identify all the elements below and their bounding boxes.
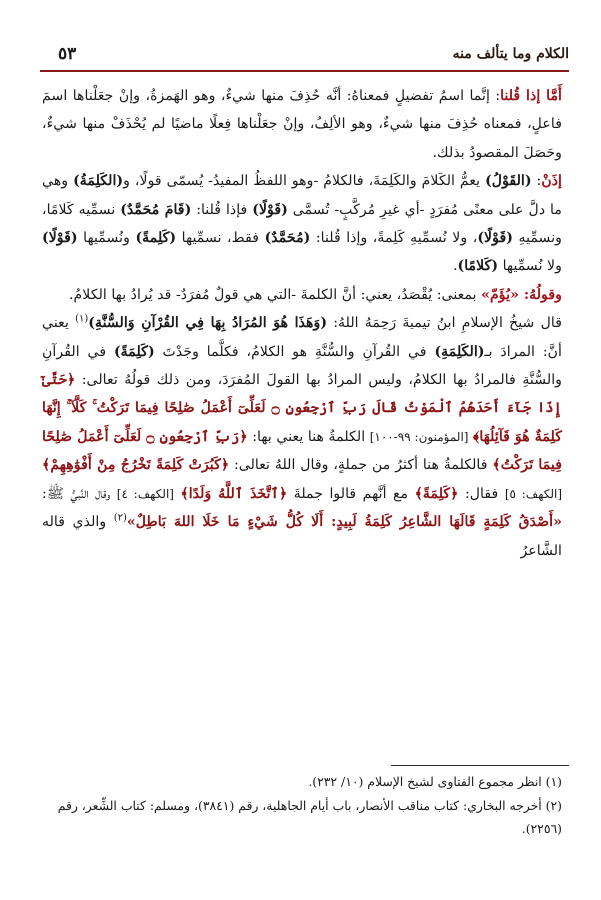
footnote-1: (١) انظر مجموع الفتاوى لشيخ الإسلام (١٠/ ٢٣٢). bbox=[308, 774, 562, 789]
main-text bbox=[42, 82, 562, 565]
text-run: ونُسمِّيها bbox=[77, 230, 136, 247]
term: (كَلامًا) bbox=[457, 258, 499, 275]
footnote-ref: (١) bbox=[75, 313, 89, 325]
running-title: الكلام وما يتألف منه bbox=[452, 46, 569, 62]
text-run: وقال النَّبيُّ ﷺ: bbox=[42, 485, 117, 502]
text-run: : bbox=[531, 173, 542, 190]
lead-phrase: إذَنْ bbox=[541, 173, 562, 190]
text-run: في القُرآنِ والسُّنَّةِ فالمرادُ بها الكلامُ، وليس المرادُ بها القولَ المُفرَدَ، ومن ذلك قولُهُ تعالى: bbox=[42, 343, 562, 389]
header-rule bbox=[40, 70, 569, 72]
term: (مُحَمَّدٌ) bbox=[264, 230, 311, 247]
verse-citation: [الكهف: ٤] bbox=[116, 486, 174, 501]
paragraph-3 bbox=[42, 281, 562, 309]
lead-phrase: وقولُهُ: «يُؤَمّ» bbox=[481, 286, 562, 303]
text-run: فإذا قُلنا: bbox=[191, 201, 253, 218]
text-run: : إنَّما اسمُ تفضيلٍ فمعناهُ: أنَّه حُذِفَ منها شيءٌ، وهو الهَمزةُ، وإنْ جعَلْناها اسمَ فاعلٍ، فمعناه حُذِفَ منها شيءٌ، وهو الألِفُ، وإنْ جعَلْناها فِعلًا ماضيًا لم يُحْذَفْ منها شيءٌ، وحَصَلَ المقصودُ بذلك. bbox=[42, 88, 562, 161]
text-run: ولا نُسمِّيها bbox=[498, 258, 562, 275]
quran-verse: ﴿كَلِمَةً﴾ bbox=[414, 485, 459, 502]
footnotes bbox=[42, 770, 562, 841]
text-run: . bbox=[452, 258, 458, 275]
quran-verse: ﴿حَتَّىٰٓ إِذَا جَآءَ أَحَدَهُمُ ٱلْمَوْتُ قَالَ رَبِّ ٱرْجِعُونِ ۝ لَعَلِّىٓ أَعْمَلُ صَٰلِحًا فِيمَا تَرَكْتُ ۚ كَلَّآ ۚ إِنَّهَا كَلِمَةٌ هُوَ قَآئِلُهَا﴾ bbox=[42, 372, 563, 445]
quran-verse: ﴿رَبِّ ٱرْجِعُونِ ۝ لَعَلِّىٓ أَعْمَلُ صَٰلِحًا فِيمَا تَرَكْتُ﴾ bbox=[42, 428, 562, 474]
hadith-quote: «أَصْدَقُ كَلِمَةٍ قَالَهَا الشَّاعِرُ كَلِمَةُ لَبِيدٍ: أَلَا كُلُّ شَيْءٍ مَا خَلَا اللهَ بَاطِلٌ» bbox=[126, 514, 562, 531]
text-run: فقط، نسمِّيها bbox=[176, 230, 265, 247]
text-run: فالكلمةُ هنا أكثرُ من جملةٍ، وقال اللهُ تعالى: bbox=[229, 457, 493, 474]
footnote-2: (٢) أخرجه البخاري: كتاب مناقب الأنصار، باب أيام الجاهلية، رقم (٣٨٤١)، ومسلم: كتاب الشِّعر، رقم (٢٢٥٦). bbox=[57, 797, 562, 836]
footnote-ref: (٢) bbox=[113, 512, 127, 524]
paragraph-4 bbox=[42, 309, 562, 565]
page-number: ٥٣ bbox=[58, 44, 77, 64]
text-run: يعمُّ الكَلامَ والكَلِمَةَ، فالكلامُ -وهو اللفظُ المفيدُ- يُسمّى قولًا، و bbox=[123, 173, 486, 190]
text-run: قال شيخُ الإسلامِ ابنُ تيميةَ رَحِمَهُ اللهُ: bbox=[327, 315, 562, 332]
footnote-separator bbox=[391, 765, 569, 766]
text-run: وهي ما دلَّ على معنًى مُفرَدٍ -أي غيرِ مُركَّبٍ- تُسمَّى bbox=[42, 173, 562, 218]
quoted-text: (وَهَذَا هُوَ المُرَادُ بِهَا فِي القُرْآنِ وَالسُّنَّةِ) bbox=[88, 315, 328, 332]
text-run: مع أنَّهم قالوا جملةَ bbox=[287, 485, 415, 502]
term: (الكَلِمَةِ) bbox=[434, 343, 485, 360]
page-header bbox=[40, 44, 569, 70]
paragraph-2 bbox=[42, 167, 562, 281]
term: (قَامَ مُحَمَّدٌ) bbox=[120, 201, 192, 218]
text-run: بمعنى: يُقْصَدُ، يعني: أنَّ الكلمةَ -التي هي قولٌ مُفرَدٌ- قد يُرادُ بها الكلامُ. bbox=[68, 286, 482, 303]
paragraph-1 bbox=[42, 82, 562, 167]
term: (القَوْلُ) bbox=[485, 173, 532, 190]
text-run: ، ولا نُسمِّيهِ كَلِمةً، وإذا قُلنا: bbox=[310, 230, 478, 247]
term: (الكَلِمَةُ) bbox=[73, 173, 124, 190]
text-run: الكلمةُ هنا يعني بها: bbox=[247, 428, 370, 445]
term: (قَوْلًا) bbox=[252, 201, 288, 218]
term: (قَوْلًا) bbox=[42, 230, 78, 247]
quran-verse: ﴿ٱتَّخَذَ ٱللَّهُ وَلَدًا﴾ bbox=[180, 485, 288, 502]
verse-citation: [الكهف: ٥] bbox=[504, 486, 563, 501]
text-run: يعني أنَّ: المرادَ بـ bbox=[42, 315, 562, 360]
verse-citation: [المؤمنون: ٩٩-١٠٠] bbox=[369, 429, 469, 444]
text-run: في القُرآنِ والسُّنَّةِ هو الكلامُ، فكلَّما وجَدْتَ bbox=[154, 343, 435, 360]
text-run: فقال: bbox=[458, 485, 505, 502]
text-run: نسمِّيه كَلامًا، ونسمِّيهِ bbox=[42, 201, 563, 247]
term: (قَوْلًا) bbox=[477, 230, 513, 247]
term: (كَلِمَةً) bbox=[113, 343, 155, 360]
lead-phrase: أَمَّا إذا قُلنا bbox=[500, 88, 562, 104]
quran-verse: ﴿كَبُرَتْ كَلِمَةً تَخْرُجُ مِنْ أَفْوَٰهِهِمْ﴾ bbox=[42, 457, 230, 474]
text-run: والذي قاله الشَّاعرُ bbox=[42, 514, 562, 559]
term: (كَلِمةً) bbox=[135, 230, 177, 247]
